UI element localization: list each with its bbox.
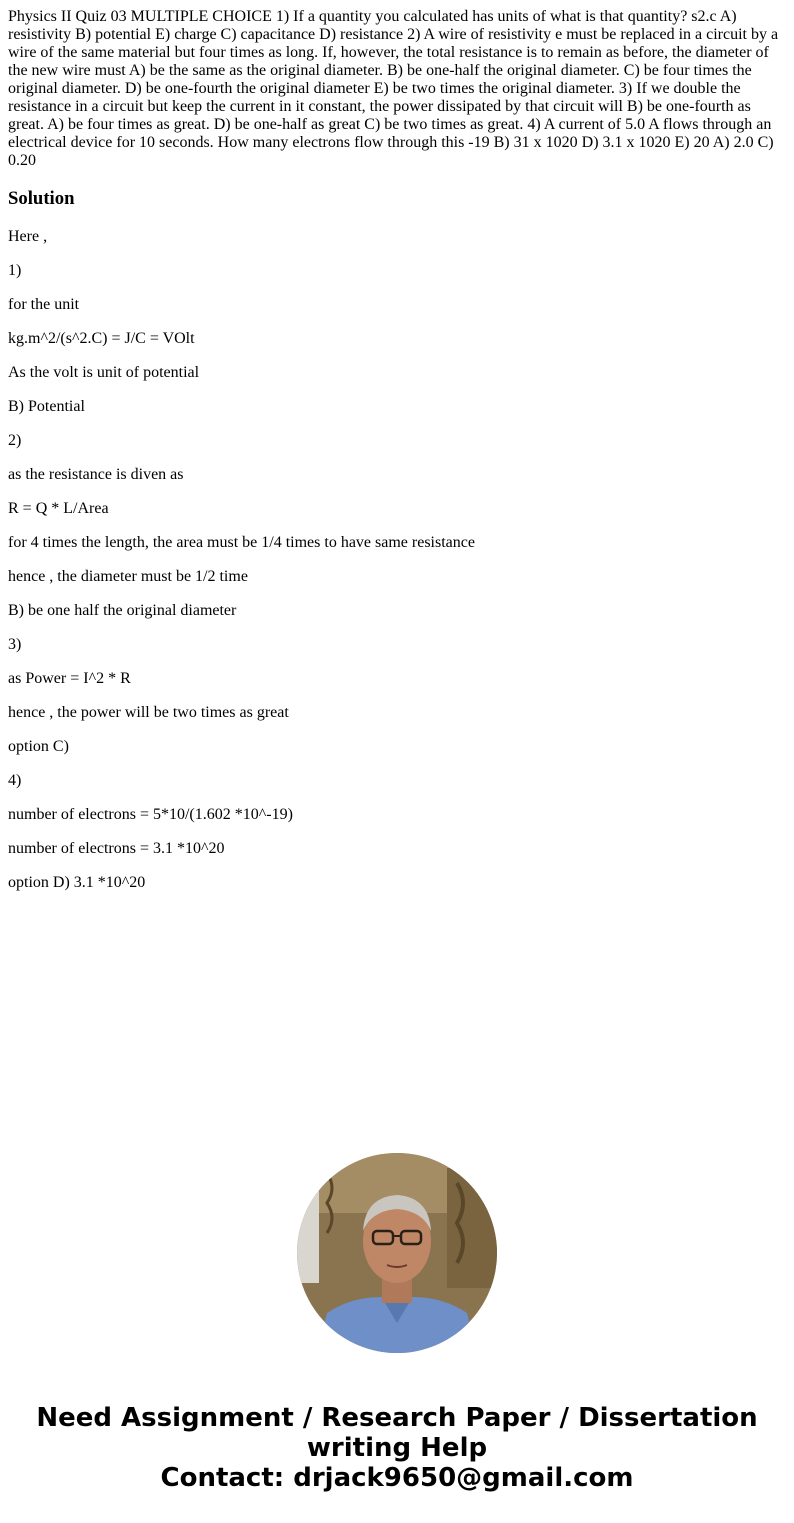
solution-line: for 4 times the length, the area must be 1/4 times to have same resistance (8, 534, 475, 551)
solution-line: As the volt is unit of potential (8, 364, 200, 381)
solution-heading: Solution (8, 188, 75, 209)
promo-banner (0, 1403, 794, 1493)
solution-line: B) be one half the original diameter (8, 602, 237, 619)
solution-line: kg.m^2/(s^2.C) = J/C = VOlt (8, 330, 195, 347)
solution-line: 3) (8, 636, 22, 653)
promo-line-1: Need Assignment / Research Paper / Dissertation (36, 1403, 758, 1433)
solution-line: 2) (8, 432, 22, 449)
promo-contact: Contact: drjack9650@gmail.com (160, 1463, 634, 1493)
question-text: Physics II Quiz 03 MULTIPLE CHOICE 1) If a quantity you calculated has units of what is that quantity? s2.c A) resistivity B) potential E) charge C) capacitance D) resistance 2) A wire of resistivity e must be replaced in a circuit by a wire of the same material but four times as long. If, however, the total resistance is to remain as before, the diameter of the new wire must A) be the same as the original diameter. B) be one-half the original diameter. C) be four times the original diameter. D) be one-fourth the original diameter E) be two times the original diameter. 3) If we double the resistance in a circuit but keep the current in it constant, the power dissipated by that circuit will B) be one-fourth as great. A) be four times as great. D) be one-half as great C) be two times as great. 4) A current of 5.0 A flows through an electrical device for 10 seconds. How many electrons flow through this -19 B) 31 x 1020 D) 3.1 x 1020 E) 20 A) 2.0 C) 0.20 (8, 8, 779, 169)
solution-line: number of electrons = 3.1 *10^20 (8, 840, 225, 857)
solution-line: R = Q * L/Area (8, 500, 109, 517)
tutor-avatar (297, 1153, 497, 1353)
solution-line: as Power = I^2 * R (8, 670, 131, 687)
solution-line: 4) (8, 772, 22, 789)
solution-line: hence , the diameter must be 1/2 time (8, 568, 248, 585)
solution-line: 1) (8, 262, 22, 279)
solution-line: number of electrons = 5*10/(1.602 *10^-19) (8, 806, 293, 823)
solution-line: option D) 3.1 *10^20 (8, 874, 146, 891)
solution-line: option C) (8, 738, 69, 755)
solution-line: B) Potential (8, 398, 85, 415)
solution-line: as the resistance is diven as (8, 466, 184, 483)
solution-line: hence , the power will be two times as great (8, 704, 289, 721)
solution-line: Here , (8, 228, 48, 245)
solution-body (8, 228, 786, 908)
promo-line-2: writing Help (306, 1433, 488, 1463)
solution-line: for the unit (8, 296, 80, 313)
